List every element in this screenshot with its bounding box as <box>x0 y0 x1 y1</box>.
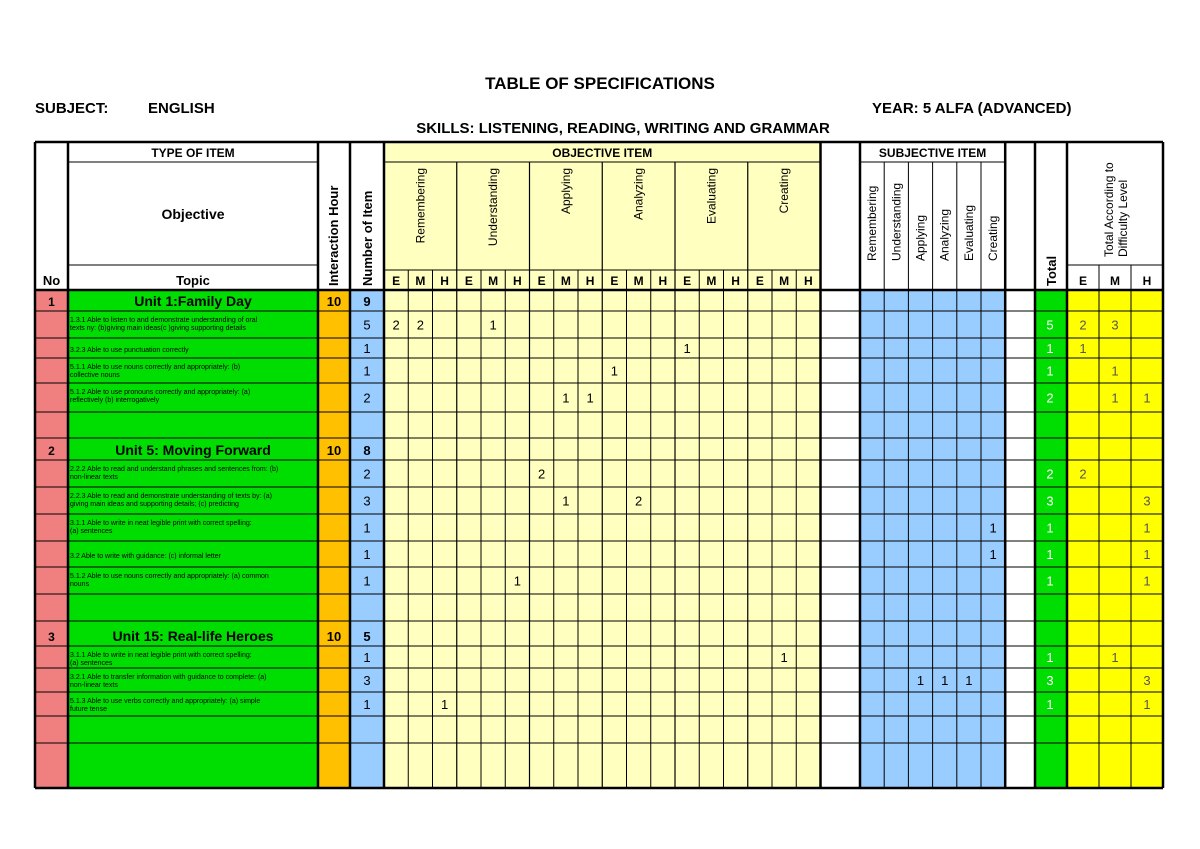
item-count: 1 <box>363 520 371 536</box>
objective-text: giving main ideas and supporting details; (c) predicting <box>70 501 239 508</box>
item-count: 5 <box>363 317 371 333</box>
number-of-item-header: Number of Item <box>360 190 375 286</box>
subject-value: ENGLISH <box>148 100 215 117</box>
objective-column-header: Objective <box>161 206 225 222</box>
difficulty-header: H <box>1142 274 1152 288</box>
item-count: 1 <box>363 363 371 379</box>
subjective-level-label: Remembering <box>865 185 880 261</box>
subjective-item-count: 1 <box>989 547 997 562</box>
objective-item-count: 2 <box>416 317 424 333</box>
subjective-level-label: Evaluating <box>961 204 976 261</box>
difficulty-total: 1 <box>1143 547 1151 562</box>
difficulty-header: H <box>658 274 668 288</box>
difficulty-total: 1 <box>1111 363 1119 379</box>
item-count: 2 <box>363 390 371 406</box>
difficulty-total: 3 <box>1143 673 1151 688</box>
difficulty-header: E <box>683 274 692 288</box>
objective-text: 5.1.2 Able to use pronouns correctly and appropriately: (a) <box>70 389 251 396</box>
difficulty-header: M <box>1110 274 1120 288</box>
unit-number: 2 <box>48 444 55 458</box>
subjective-item-count: 1 <box>965 673 973 688</box>
item-count: 1 <box>363 573 371 589</box>
row-total: 2 <box>1046 466 1054 482</box>
difficulty-total: 1 <box>1143 573 1151 589</box>
subjective-level-label: Understanding <box>889 182 904 261</box>
objective-item-count: 2 <box>392 317 400 333</box>
item-count: 3 <box>363 673 371 688</box>
subjective-level-label: Applying <box>913 214 928 261</box>
item-count: 1 <box>363 650 371 665</box>
subjective-item-count: 1 <box>916 673 925 688</box>
objective-text: non-linear texts <box>70 474 118 481</box>
type-of-item-header: TYPE OF ITEM <box>151 146 235 160</box>
difficulty-header: H <box>585 274 595 288</box>
unit-hours: 10 <box>326 294 342 309</box>
objective-level-label: Applying <box>558 168 573 215</box>
objective-text: 2.2.3 Able to read and demonstrate understanding of texts by: (a) <box>70 493 272 500</box>
difficulty-header: H <box>804 274 813 288</box>
unit-title: Unit 1:Family Day <box>134 293 252 309</box>
row-total: 1 <box>1046 341 1054 356</box>
objective-text: 5.1.1 Able to use nouns correctly and appropriately: (b) <box>70 364 241 371</box>
row-total: 1 <box>1046 650 1054 665</box>
subjective-item-count: 1 <box>941 673 949 688</box>
difficulty-header: M <box>706 274 717 288</box>
row-total: 3 <box>1046 673 1054 688</box>
objective-text: 3.2 Able to write with guidance: (c) informal letter <box>70 553 221 560</box>
objective-text: 3.2.3 Able to use punctuation correctly <box>70 347 189 354</box>
objective-item-count: 1 <box>610 363 618 379</box>
difficulty-total: 1 <box>1143 390 1151 406</box>
no-column-fill <box>35 290 68 788</box>
difficulty-header: M <box>560 274 571 288</box>
objective-text: (a) sentences <box>70 660 113 667</box>
difficulty-header: M <box>488 274 499 288</box>
subjective-level-label: Analyzing <box>937 208 952 261</box>
difficulty-total: 2 <box>1079 317 1087 333</box>
row-total: 3 <box>1046 493 1054 509</box>
objective-item-count: 1 <box>562 493 570 509</box>
total-by-level-header: Total According to <box>1102 162 1116 257</box>
objective-text: 5.1.3 Able to use verbs correctly and appropriately: (a) simple <box>70 698 261 705</box>
row-total: 1 <box>1046 697 1054 712</box>
objective-item-count: 1 <box>586 390 594 406</box>
unit-hours: 10 <box>326 443 342 458</box>
row-total: 1 <box>1046 520 1054 536</box>
hour-column-fill <box>318 290 350 788</box>
subjective-item-count: 1 <box>989 520 997 536</box>
no-column-header: No <box>42 273 61 288</box>
objective-level-label: Creating <box>777 168 792 214</box>
unit-title: Unit 15: Real-life Heroes <box>112 628 274 644</box>
difficulty-header: E <box>464 274 473 288</box>
objective-text: (a) sentences <box>70 528 113 535</box>
objective-text: 3.2.1 Able to transfer information with guidance to complete: (a) <box>70 674 267 681</box>
objective-item-count: 1 <box>513 573 521 589</box>
item-count: 1 <box>363 547 371 562</box>
item-count: 1 <box>363 341 371 356</box>
subjective-item-header: SUBJECTIVE ITEM <box>878 146 987 160</box>
objective-level-label: Evaluating <box>704 168 719 225</box>
difficulty-total: 1 <box>1143 520 1151 536</box>
objective-text: 3.1.1 Able to write in neat legible print with correct spelling: <box>70 652 252 659</box>
item-count: 3 <box>363 493 371 509</box>
objective-item-count: 1 <box>562 390 570 406</box>
difficulty-total: 1 <box>1143 697 1151 712</box>
row-total: 1 <box>1046 363 1054 379</box>
objective-item-count: 1 <box>489 317 497 333</box>
objective-item-count: 1 <box>683 341 691 356</box>
objective-item-count: 1 <box>441 697 449 712</box>
subjective-level-label: Creating <box>986 215 1001 261</box>
difficulty-header: E <box>755 274 764 288</box>
unit-number: 3 <box>48 630 55 644</box>
objective-item-count: 2 <box>635 493 643 509</box>
objective-level-label: Analyzing <box>631 168 646 221</box>
row-total: 5 <box>1046 317 1054 333</box>
difficulty-header: E <box>392 274 401 288</box>
objective-level-label: Remembering <box>413 168 428 244</box>
item-count: 1 <box>363 697 371 712</box>
difficulty-header: E <box>537 274 546 288</box>
item-count: 2 <box>363 466 371 482</box>
difficulty-total: 1 <box>1079 341 1087 356</box>
unit-item-count: 9 <box>363 294 371 309</box>
year-label: YEAR: 5 ALFA (ADVANCED) <box>872 100 1072 117</box>
difficulty-total: 1 <box>1111 390 1119 406</box>
difficulty-header: E <box>610 274 619 288</box>
objective-item-count: 2 <box>538 466 546 482</box>
topic-column-header: Topic <box>176 273 210 288</box>
objective-text: future tense <box>70 706 107 713</box>
difficulty-header: M <box>415 274 426 288</box>
row-total: 1 <box>1046 547 1054 562</box>
difficulty-header: H <box>513 274 522 288</box>
unit-number: 1 <box>48 295 55 309</box>
difficulty-header: E <box>1078 274 1088 288</box>
objective-text: nouns <box>70 581 90 588</box>
difficulty-total: 3 <box>1143 493 1151 509</box>
row-total: 1 <box>1046 573 1054 589</box>
objective-level-label: Understanding <box>486 168 501 247</box>
total-by-level-header: Difficulty Level <box>1116 179 1130 257</box>
objective-text: non-linear texts <box>70 682 118 689</box>
objective-text: reflectively (b) interrogatively <box>70 397 160 404</box>
difficulty-header: M <box>779 274 790 288</box>
objective-text: 5.1.2 Able to use nouns correctly and appropriately: (a) common <box>70 573 269 580</box>
unit-hours: 10 <box>326 629 342 644</box>
unit-item-count: 8 <box>363 443 371 458</box>
row-total: 2 <box>1046 390 1054 406</box>
unit-title: Unit 5: Moving Forward <box>115 442 271 458</box>
objective-text: 1.3.1 Able to listen to and demonstrate understanding of oral <box>70 317 258 324</box>
objective-item-count: 1 <box>780 650 788 665</box>
objective-text: texts ny: (b)giving main ideas(c )giving supporting details <box>70 325 246 332</box>
objective-text: 3.1.1 Able to write in neat legible print with correct spelling: <box>70 520 252 527</box>
skills-label: SKILLS: LISTENING, READING, WRITING AND GRAMMAR <box>416 120 830 137</box>
difficulty-total: 1 <box>1111 650 1119 665</box>
difficulty-header: M <box>633 274 644 288</box>
difficulty-total: 3 <box>1111 317 1119 333</box>
objective-text: 2.2.2 Able to read and understand phrases and sentences from: (b) <box>70 466 279 473</box>
difficulty-total: 2 <box>1079 466 1087 482</box>
page-title: TABLE OF SPECIFICATIONS <box>485 74 715 93</box>
unit-item-count: 5 <box>363 629 371 644</box>
subject-label: SUBJECT: <box>35 100 109 117</box>
objective-text: collective nouns <box>70 372 120 379</box>
difficulty-header: H <box>731 274 740 288</box>
difficulty-header: H <box>440 274 449 288</box>
interaction-hour-header: Interaction Hour <box>326 185 341 286</box>
total-column-header: Total <box>1044 255 1059 286</box>
objective-item-header: OBJECTIVE ITEM <box>552 146 653 160</box>
